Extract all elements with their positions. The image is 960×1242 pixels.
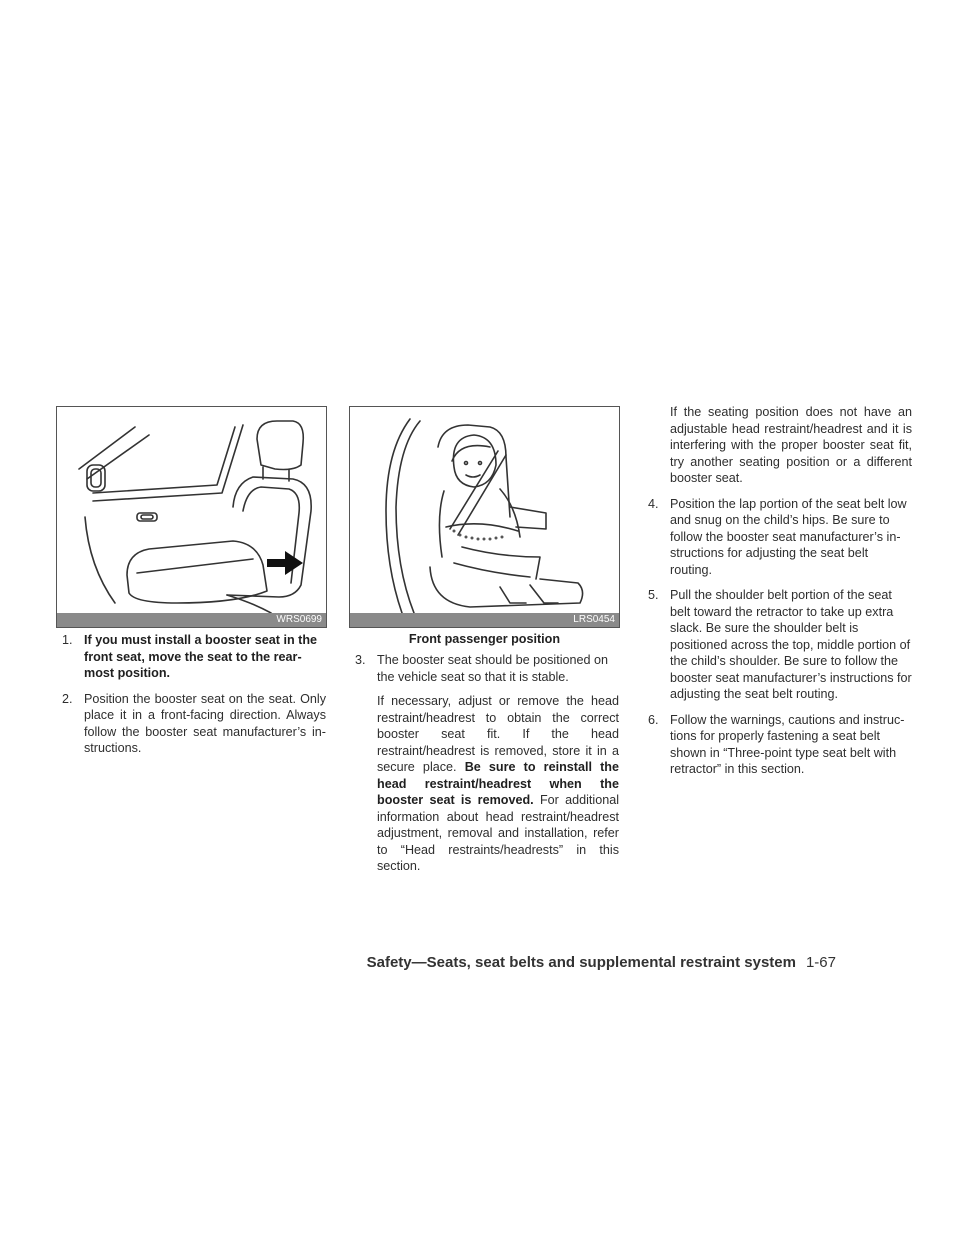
step-text: Position the lap portion of the seat belt low and snug on the child’s hips. Be sure to follow the booster seat manufacturer’s in-structions for adjusting the seat belt routing. bbox=[670, 496, 907, 577]
detail-warning: Be sure to reinstall the head restraint/headrest when the booster seat is removed. bbox=[377, 760, 619, 807]
step-number: 5. bbox=[648, 588, 659, 602]
step-5 bbox=[648, 587, 912, 703]
section-title: Safety—Seats, seat belts and supplemental restraint system bbox=[366, 954, 796, 971]
step-4 bbox=[648, 496, 912, 579]
figure-front-seat bbox=[56, 406, 327, 628]
figure-caption: Front passenger position bbox=[408, 632, 561, 646]
step-text: Pull the shoulder belt portion of the seat belt toward the retractor to take up extra slack. Be sure the shoulder belt is positioned across the top, middle portion of the child’s shoulder. Be sure to follow the booster seat manufacturer’s instructions for adjusting the seat belt routing. bbox=[670, 588, 912, 701]
figure-code-bar bbox=[350, 613, 619, 627]
figure-code: WRS0699 bbox=[276, 614, 322, 625]
detail-reference: For additional information about head restraint/headrest adjustment, removal and installation, refer to “Head restraints/headrests” in this section. bbox=[377, 793, 620, 873]
step-number: 3. bbox=[355, 653, 366, 667]
page-number: 1-67 bbox=[805, 954, 836, 971]
step-2 bbox=[62, 691, 326, 757]
step-number: 6. bbox=[648, 712, 659, 727]
step-6 bbox=[648, 712, 912, 778]
step-text: The booster seat should be positioned on the vehicle seat so that it is stable. bbox=[377, 653, 609, 684]
column-2 bbox=[355, 652, 619, 875]
figure-code-bar bbox=[57, 613, 326, 627]
column-1 bbox=[62, 632, 326, 766]
step-text: If you must install a booster seat in the front seat, move the seat to the rear-most position. bbox=[84, 633, 318, 680]
column-3 bbox=[648, 404, 912, 787]
step-text: Follow the warnings, cautions and instruc-tions for properly fastening a seat belt shown in “Three-point type seat belt with retractor” in this section. bbox=[670, 712, 905, 776]
step-3-continued: If the seating position does not have an adjustable head restraint/headrest and it is interfering with the proper booster seat fit, try another seating position or a different booster seat. bbox=[670, 405, 912, 485]
step-3-details bbox=[355, 693, 619, 875]
figure-booster-seat bbox=[349, 406, 620, 628]
step-number: 1. bbox=[62, 633, 73, 647]
step-1 bbox=[62, 632, 326, 682]
step-3 bbox=[355, 652, 619, 685]
figure-code: LRS0454 bbox=[573, 614, 615, 625]
detail-text: If necessary, adjust or remove the head restraint/headrest to obtain the correct booster seat fit. If the head restraint/headrest is removed, store it in a secure place. bbox=[377, 694, 619, 774]
front-seat-illustration bbox=[57, 407, 326, 613]
step-text: Position the booster seat on the seat. Only place it in a front-facing direction. Always follow the booster seat manufacturer’s in-structions. bbox=[84, 691, 326, 755]
step-number: 4. bbox=[648, 496, 659, 511]
page-footer bbox=[367, 954, 836, 971]
step-number: 2. bbox=[62, 691, 73, 706]
booster-seat-illustration bbox=[350, 407, 619, 613]
